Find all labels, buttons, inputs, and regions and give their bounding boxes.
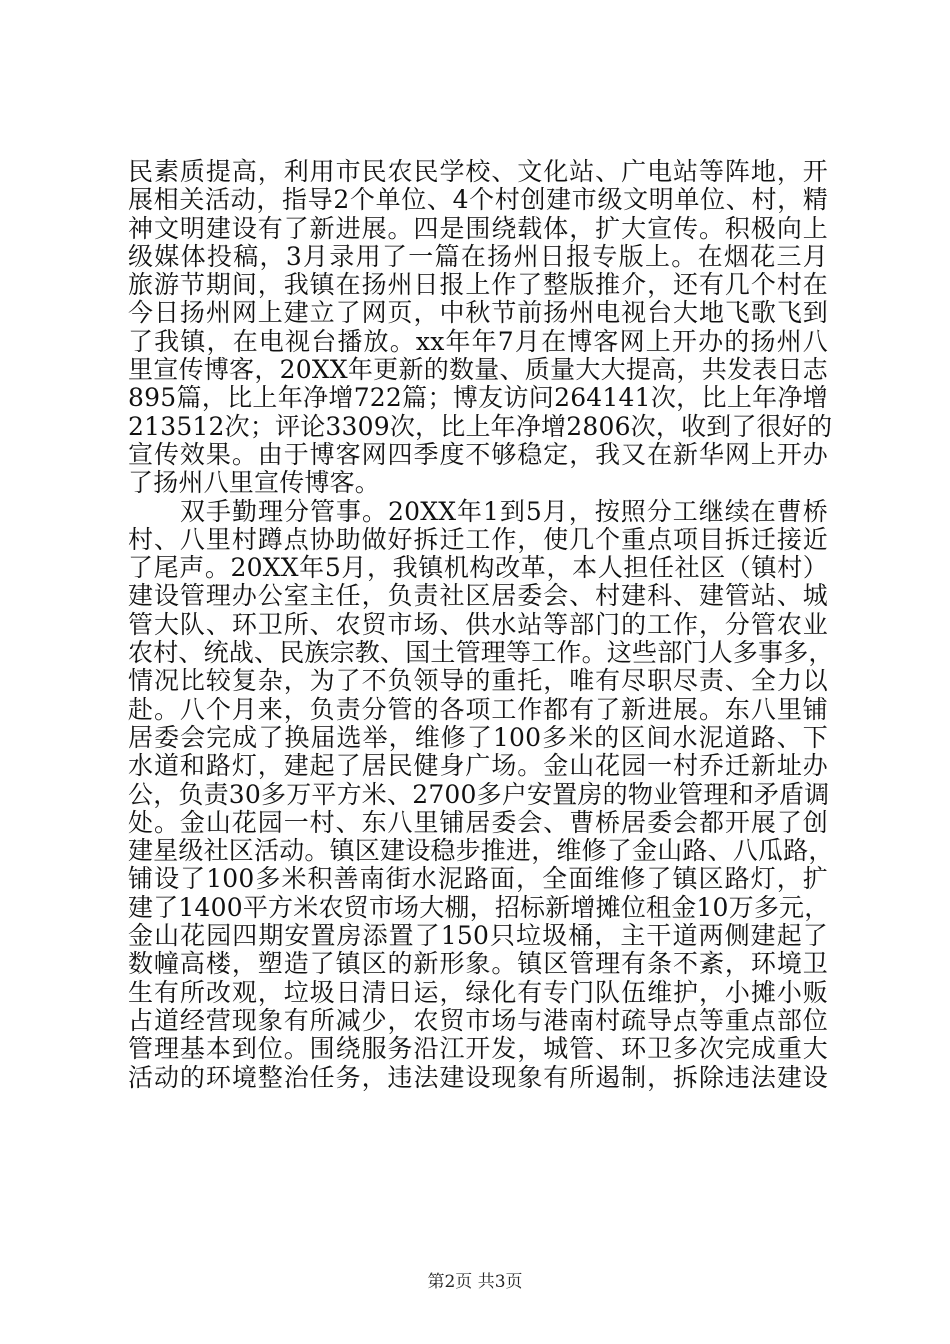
text-line: 895篇，比上年净增722篇；博友访问264141次，比上年净增 <box>128 383 828 413</box>
text-line: 水道和路灯，建起了居民健身广场。金山花园一村乔迁新址办 <box>128 751 828 781</box>
text-line: 数幢高楼，塑造了镇区的新形象。镇区管理有条不紊，环境卫 <box>128 949 828 979</box>
text-line: 神文明建设有了新进展。四是围绕载体，扩大宣传。积极向上 <box>128 213 828 243</box>
page-number-label: 第2页 共3页 <box>427 1272 523 1292</box>
text-line: 了尾声。20XX年5月，我镇机构改革，本人担任社区（镇村） <box>128 553 828 583</box>
text-line: 了扬州八里宣传博客。 <box>128 468 381 498</box>
document-body <box>128 157 834 1092</box>
text-line: 村、八里村蹲点协助做好拆迁工作，使几个重点项目拆迁接近 <box>128 524 828 554</box>
text-line: 宣传效果。由于博客网四季度不够稳定，我又在新华网上开办 <box>128 439 828 469</box>
text-line: 情况比较复杂，为了不负领导的重托，唯有尽职尽责、全力以 <box>128 666 828 696</box>
text-line: 展相关活动，指导2个单位、4个村创建市级文明单位、村，精 <box>128 185 828 215</box>
text-line: 赴。八个月来，负责分管的各项工作都有了新进展。东八里铺 <box>128 694 828 724</box>
text-line: 金山花园四期安置房添置了150只垃圾桶，主干道两侧建起了 <box>128 921 828 951</box>
page-footer <box>0 1272 950 1292</box>
text-line: 占道经营现象有所减少，农贸市场与港南村疏导点等重点部位 <box>128 1005 828 1035</box>
text-line: 建设管理办公室主任，负责社区居委会、村建科、建管站、城 <box>128 581 828 611</box>
text-line: 处。金山花园一村、东八里铺居委会、曹桥居委会都开展了创 <box>128 807 828 837</box>
text-line: 农村、统战、民族宗教、国土管理等工作。这些部门人多事多， <box>128 638 834 668</box>
text-line: 213512次；评论3309次，比上年净增2806次，收到了很好的 <box>128 411 833 441</box>
paragraph-2 <box>128 496 834 1092</box>
paragraph-1 <box>128 157 833 498</box>
text-line: 生有所改观，垃圾日清日运，绿化有专门队伍维护，小摊小贩 <box>128 977 828 1007</box>
text-line: 居委会完成了换届选举，维修了100多米的区间水泥道路、下 <box>128 722 828 752</box>
text-line: 活动的环境整治任务，违法建设现象有所遏制，拆除违法建设 <box>128 1062 828 1092</box>
text-line: 公，负责30多万平方米、2700多户安置房的物业管理和矛盾调 <box>128 779 830 809</box>
text-line: 管大队、环卫所、农贸市场、供水站等部门的工作，分管农业 <box>128 609 828 639</box>
text-line: 双手勤理分管事。20XX年1到5月，按照分工继续在曹桥 <box>128 496 828 526</box>
text-line: 今日扬州网上建立了网页，中秋节前扬州电视台大地飞歌飞到 <box>128 298 828 328</box>
text-line: 管理基本到位。围绕服务沿江开发，城管、环卫多次完成重大 <box>128 1034 828 1064</box>
text-line: 了我镇，在电视台播放。xx年年7月在博客网上开办的扬州八 <box>128 326 828 356</box>
text-line: 建星级社区活动。镇区建设稳步推进，维修了金山路、八瓜路， <box>128 836 834 866</box>
text-line: 铺设了100多米积善南街水泥路面，全面维修了镇区路灯，扩 <box>128 864 828 894</box>
text-line: 旅游节期间，我镇在扬州日报上作了整版推介，还有几个村在 <box>128 270 828 300</box>
text-line: 级媒体投稿，3月录用了一篇在扬州日报专版上。在烟花三月 <box>128 241 828 271</box>
text-line: 民素质提高，利用市民农民学校、文化站、广电站等阵地，开 <box>128 157 828 186</box>
text-line: 里宣传博客，20XX年更新的数量、质量大大提高，共发表日志 <box>128 355 828 385</box>
text-line: 建了1400平方米农贸市场大棚，招标新增摊位租金10万多元， <box>128 892 830 922</box>
